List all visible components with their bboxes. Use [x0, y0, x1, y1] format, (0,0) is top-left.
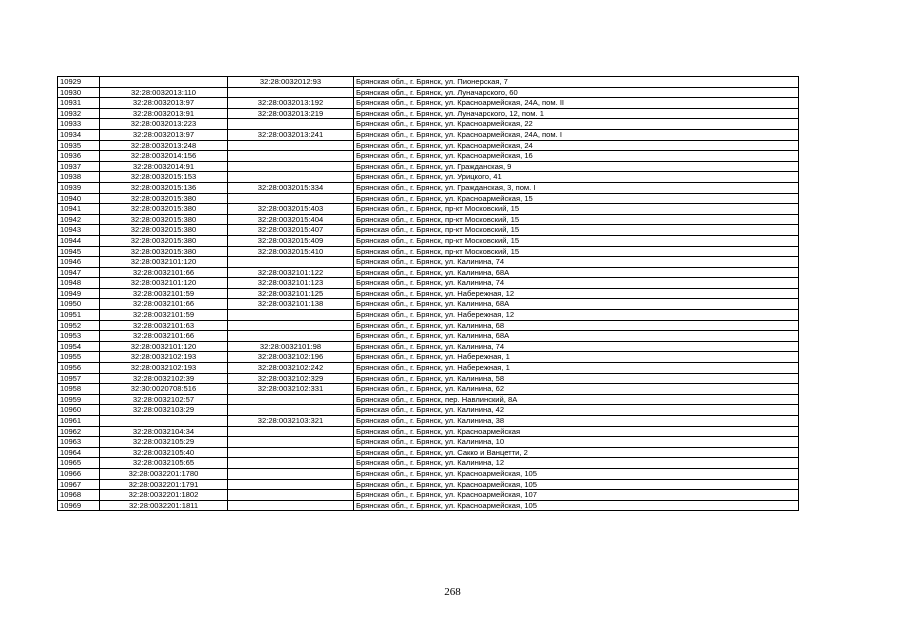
cadastral-number-cell: 32:28:0032014:91 [100, 161, 228, 172]
cadastral-number-cell: 32:28:0032101:59 [100, 310, 228, 321]
row-number-cell: 10960 [58, 405, 100, 416]
cadastral-number-secondary-cell [228, 257, 354, 268]
row-number-cell: 10961 [58, 416, 100, 427]
row-number-cell: 10964 [58, 447, 100, 458]
table-row [58, 87, 799, 98]
address-cell: Брянская обл., г. Брянск, пр-кт Московский, 15 [354, 246, 799, 257]
table-row [58, 119, 799, 130]
cadastral-number-cell: 32:28:0032101:63 [100, 320, 228, 331]
cadastral-number-secondary-cell [228, 405, 354, 416]
cadastral-number-cell: 32:28:0032102:193 [100, 363, 228, 374]
cadastral-number-cell: 32:28:0032013:91 [100, 108, 228, 119]
registry-table-body [58, 77, 799, 511]
cadastral-number-secondary-cell: 32:28:0032013:219 [228, 108, 354, 119]
row-number-cell: 10949 [58, 288, 100, 299]
table-row [58, 416, 799, 427]
address-cell: Брянская обл., г. Брянск, ул. Гражданская, 3, пом. I [354, 182, 799, 193]
cadastral-number-cell: 32:28:0032102:193 [100, 352, 228, 363]
page-number: 268 [444, 586, 461, 598]
address-cell: Брянская обл., г. Брянск, ул. Калинина, 10 [354, 437, 799, 448]
cadastral-number-cell: 32:28:0032013:110 [100, 87, 228, 98]
cadastral-number-secondary-cell [228, 479, 354, 490]
table-row [58, 352, 799, 363]
address-cell: Брянская обл., г. Брянск, ул. Урицкого, 41 [354, 172, 799, 183]
table-row [58, 310, 799, 321]
row-number-cell: 10956 [58, 363, 100, 374]
cadastral-number-cell: 32:28:0032201:1791 [100, 479, 228, 490]
address-cell: Брянская обл., г. Брянск, ул. Красноармейская, 107 [354, 490, 799, 501]
table-row [58, 426, 799, 437]
cadastral-number-cell [100, 416, 228, 427]
address-cell: Брянская обл., г. Брянск, ул. Калинина, 42 [354, 405, 799, 416]
address-cell: Брянская обл., г. Брянск, пер. Навлинский, 8А [354, 394, 799, 405]
cadastral-number-secondary-cell [228, 151, 354, 162]
cadastral-number-secondary-cell [228, 437, 354, 448]
table-row [58, 214, 799, 225]
table-row [58, 373, 799, 384]
cadastral-number-secondary-cell: 32:28:0032015:334 [228, 182, 354, 193]
cadastral-number-cell: 32:28:0032015:380 [100, 225, 228, 236]
cadastral-number-secondary-cell [228, 310, 354, 321]
cadastral-number-cell: 32:28:0032101:120 [100, 341, 228, 352]
cadastral-number-secondary-cell: 32:28:0032013:192 [228, 98, 354, 109]
cadastral-number-secondary-cell [228, 172, 354, 183]
row-number-cell: 10967 [58, 479, 100, 490]
cadastral-number-cell: 32:28:0032101:120 [100, 257, 228, 268]
address-cell: Брянская обл., г. Брянск, пр-кт Московский, 15 [354, 225, 799, 236]
table-row [58, 204, 799, 215]
address-cell: Брянская обл., г. Брянск, пр-кт Московский, 15 [354, 204, 799, 215]
row-number-cell: 10929 [58, 77, 100, 88]
table-row [58, 447, 799, 458]
table-row [58, 479, 799, 490]
row-number-cell: 10958 [58, 384, 100, 395]
address-cell: Брянская обл., г. Брянск, ул. Луначарского, 12, пом. 1 [354, 108, 799, 119]
row-number-cell: 10965 [58, 458, 100, 469]
cadastral-number-cell: 32:28:0032101:66 [100, 299, 228, 310]
cadastral-number-cell: 32:30:0020708:516 [100, 384, 228, 395]
cadastral-number-secondary-cell: 32:28:0032101:138 [228, 299, 354, 310]
address-cell: Брянская обл., г. Брянск, ул. Калинина, 68А [354, 331, 799, 342]
cadastral-number-secondary-cell: 32:28:0032101:122 [228, 267, 354, 278]
cadastral-number-secondary-cell [228, 119, 354, 130]
address-cell: Брянская обл., г. Брянск, ул. Калинина, 74 [354, 257, 799, 268]
cadastral-number-secondary-cell [228, 193, 354, 204]
row-number-cell: 10948 [58, 278, 100, 289]
cadastral-number-cell: 32:28:0032015:153 [100, 172, 228, 183]
cadastral-number-cell: 32:28:0032013:97 [100, 129, 228, 140]
table-row [58, 394, 799, 405]
table-row [58, 500, 799, 511]
table-row [58, 278, 799, 289]
cadastral-number-cell: 32:28:0032015:136 [100, 182, 228, 193]
cadastral-number-cell: 32:28:0032201:1811 [100, 500, 228, 511]
table-row [58, 363, 799, 374]
row-number-cell: 10931 [58, 98, 100, 109]
row-number-cell: 10930 [58, 87, 100, 98]
address-cell: Брянская обл., г. Брянск, ул. Калинина, 68А [354, 299, 799, 310]
row-number-cell: 10959 [58, 394, 100, 405]
cadastral-number-secondary-cell: 32:28:0032015:404 [228, 214, 354, 225]
address-cell: Брянская обл., г. Брянск, ул. Калинина, 58 [354, 373, 799, 384]
table-row [58, 246, 799, 257]
cadastral-number-secondary-cell [228, 426, 354, 437]
address-cell: Брянская обл., г. Брянск, ул. Красноармейская, 105 [354, 500, 799, 511]
cadastral-number-secondary-cell: 32:28:0032102:242 [228, 363, 354, 374]
row-number-cell: 10937 [58, 161, 100, 172]
row-number-cell: 10935 [58, 140, 100, 151]
address-cell: Брянская обл., г. Брянск, ул. Красноармейская, 105 [354, 479, 799, 490]
cadastral-number-cell: 32:28:0032015:380 [100, 214, 228, 225]
cadastral-number-secondary-cell: 32:28:0032101:125 [228, 288, 354, 299]
address-cell: Брянская обл., г. Брянск, ул. Красноармейская, 105 [354, 468, 799, 479]
table-row [58, 193, 799, 204]
cadastral-number-cell: 32:28:0032101:66 [100, 331, 228, 342]
row-number-cell: 10934 [58, 129, 100, 140]
cadastral-number-cell: 32:28:0032101:120 [100, 278, 228, 289]
row-number-cell: 10943 [58, 225, 100, 236]
row-number-cell: 10938 [58, 172, 100, 183]
address-cell: Брянская обл., г. Брянск, ул. Красноармейская [354, 426, 799, 437]
registry-table [57, 76, 799, 511]
address-cell: Брянская обл., г. Брянск, ул. Красноармейская, 24А, пом. I [354, 129, 799, 140]
address-cell: Брянская обл., г. Брянск, ул. Гражданская, 9 [354, 161, 799, 172]
row-number-cell: 10944 [58, 235, 100, 246]
table-row [58, 299, 799, 310]
table-row [58, 384, 799, 395]
address-cell: Брянская обл., г. Брянск, ул. Красноармейская, 22 [354, 119, 799, 130]
cadastral-number-secondary-cell: 32:28:0032015:409 [228, 235, 354, 246]
table-row [58, 490, 799, 501]
row-number-cell: 10941 [58, 204, 100, 215]
cadastral-number-secondary-cell: 32:28:0032102:331 [228, 384, 354, 395]
table-row [58, 98, 799, 109]
cadastral-number-cell: 32:28:0032101:66 [100, 267, 228, 278]
row-number-cell: 10950 [58, 299, 100, 310]
address-cell: Брянская обл., г. Брянск, ул. Красноармейская, 15 [354, 193, 799, 204]
cadastral-number-secondary-cell [228, 468, 354, 479]
address-cell: Брянская обл., г. Брянск, ул. Сакко и Ванцетти, 2 [354, 447, 799, 458]
cadastral-number-secondary-cell: 32:28:0032015:403 [228, 204, 354, 215]
address-cell: Брянская обл., г. Брянск, ул. Пионерская, 7 [354, 77, 799, 88]
cadastral-number-secondary-cell [228, 161, 354, 172]
row-number-cell: 10932 [58, 108, 100, 119]
cadastral-number-cell: 32:28:0032201:1802 [100, 490, 228, 501]
row-number-cell: 10940 [58, 193, 100, 204]
table-row [58, 288, 799, 299]
cadastral-number-secondary-cell [228, 447, 354, 458]
cadastral-number-secondary-cell [228, 331, 354, 342]
row-number-cell: 10942 [58, 214, 100, 225]
cadastral-number-cell: 32:28:0032102:39 [100, 373, 228, 384]
row-number-cell: 10936 [58, 151, 100, 162]
cadastral-number-secondary-cell [228, 394, 354, 405]
row-number-cell: 10939 [58, 182, 100, 193]
cadastral-number-cell: 32:28:0032013:223 [100, 119, 228, 130]
row-number-cell: 10954 [58, 341, 100, 352]
address-cell: Брянская обл., г. Брянск, пр-кт Московский, 15 [354, 214, 799, 225]
cadastral-number-cell: 32:28:0032105:65 [100, 458, 228, 469]
cadastral-number-secondary-cell [228, 140, 354, 151]
address-cell: Брянская обл., г. Брянск, ул. Калинина, 62 [354, 384, 799, 395]
row-number-cell: 10962 [58, 426, 100, 437]
cadastral-number-cell: 32:28:0032013:248 [100, 140, 228, 151]
cadastral-number-secondary-cell: 32:28:0032101:98 [228, 341, 354, 352]
table-row [58, 405, 799, 416]
address-cell: Брянская обл., г. Брянск, ул. Красноармейская, 24А, пом. II [354, 98, 799, 109]
table-row [58, 182, 799, 193]
address-cell: Брянская обл., г. Брянск, ул. Набережная, 1 [354, 363, 799, 374]
address-cell: Брянская обл., г. Брянск, ул. Луначарского, 60 [354, 87, 799, 98]
address-cell: Брянская обл., г. Брянск, ул. Калинина, 74 [354, 278, 799, 289]
row-number-cell: 10963 [58, 437, 100, 448]
address-cell: Брянская обл., г. Брянск, ул. Калинина, 68А [354, 267, 799, 278]
row-number-cell: 10946 [58, 257, 100, 268]
table-row [58, 235, 799, 246]
row-number-cell: 10952 [58, 320, 100, 331]
cadastral-number-secondary-cell [228, 320, 354, 331]
table-row [58, 151, 799, 162]
cadastral-number-secondary-cell: 32:28:0032015:410 [228, 246, 354, 257]
address-cell: Брянская обл., г. Брянск, ул. Красноармейская, 16 [354, 151, 799, 162]
row-number-cell: 10966 [58, 468, 100, 479]
row-number-cell: 10933 [58, 119, 100, 130]
cadastral-number-secondary-cell: 32:28:0032013:241 [228, 129, 354, 140]
address-cell: Брянская обл., г. Брянск, ул. Набережная, 1 [354, 352, 799, 363]
table-row [58, 129, 799, 140]
cadastral-number-cell [100, 77, 228, 88]
row-number-cell: 10947 [58, 267, 100, 278]
table-row [58, 225, 799, 236]
cadastral-number-secondary-cell: 32:28:0032015:407 [228, 225, 354, 236]
table-row [58, 257, 799, 268]
cadastral-number-secondary-cell [228, 87, 354, 98]
table-row [58, 140, 799, 151]
row-number-cell: 10957 [58, 373, 100, 384]
cadastral-number-cell: 32:28:0032103:29 [100, 405, 228, 416]
address-cell: Брянская обл., г. Брянск, ул. Набережная, 12 [354, 288, 799, 299]
cadastral-number-cell: 32:28:0032015:380 [100, 235, 228, 246]
cadastral-number-cell: 32:28:0032015:380 [100, 204, 228, 215]
row-number-cell: 10969 [58, 500, 100, 511]
cadastral-number-secondary-cell [228, 458, 354, 469]
address-cell: Брянская обл., г. Брянск, пр-кт Московский, 15 [354, 235, 799, 246]
address-cell: Брянская обл., г. Брянск, ул. Набережная, 12 [354, 310, 799, 321]
table-row [58, 468, 799, 479]
address-cell: Брянская обл., г. Брянск, ул. Калинина, 74 [354, 341, 799, 352]
table-row [58, 172, 799, 183]
table-row [58, 108, 799, 119]
cadastral-number-cell: 32:28:0032015:380 [100, 193, 228, 204]
table-row [58, 320, 799, 331]
address-cell: Брянская обл., г. Брянск, ул. Калинина, 68 [354, 320, 799, 331]
address-cell: Брянская обл., г. Брянск, ул. Калинина, 38 [354, 416, 799, 427]
address-cell: Брянская обл., г. Брянск, ул. Калинина, 12 [354, 458, 799, 469]
cadastral-number-cell: 32:28:0032105:29 [100, 437, 228, 448]
cadastral-number-secondary-cell [228, 490, 354, 501]
table-row [58, 458, 799, 469]
table-row [58, 331, 799, 342]
row-number-cell: 10968 [58, 490, 100, 501]
table-row [58, 341, 799, 352]
row-number-cell: 10953 [58, 331, 100, 342]
cadastral-number-secondary-cell: 32:28:0032101:123 [228, 278, 354, 289]
table-row [58, 267, 799, 278]
table-row [58, 437, 799, 448]
cadastral-number-cell: 32:28:0032105:40 [100, 447, 228, 458]
row-number-cell: 10955 [58, 352, 100, 363]
cadastral-number-cell: 32:28:0032101:59 [100, 288, 228, 299]
cadastral-number-secondary-cell: 32:28:0032012:93 [228, 77, 354, 88]
cadastral-number-cell: 32:28:0032102:57 [100, 394, 228, 405]
cadastral-number-cell: 32:28:0032014:156 [100, 151, 228, 162]
table-row [58, 77, 799, 88]
cadastral-number-cell: 32:28:0032104:34 [100, 426, 228, 437]
cadastral-number-cell: 32:28:0032201:1780 [100, 468, 228, 479]
cadastral-number-cell: 32:28:0032013:97 [100, 98, 228, 109]
cadastral-number-secondary-cell: 32:28:0032102:329 [228, 373, 354, 384]
row-number-cell: 10945 [58, 246, 100, 257]
cadastral-number-secondary-cell: 32:28:0032102:196 [228, 352, 354, 363]
cadastral-number-secondary-cell: 32:28:0032103:321 [228, 416, 354, 427]
row-number-cell: 10951 [58, 310, 100, 321]
cadastral-number-cell: 32:28:0032015:380 [100, 246, 228, 257]
address-cell: Брянская обл., г. Брянск, ул. Красноармейская, 24 [354, 140, 799, 151]
table-row [58, 161, 799, 172]
cadastral-number-secondary-cell [228, 500, 354, 511]
